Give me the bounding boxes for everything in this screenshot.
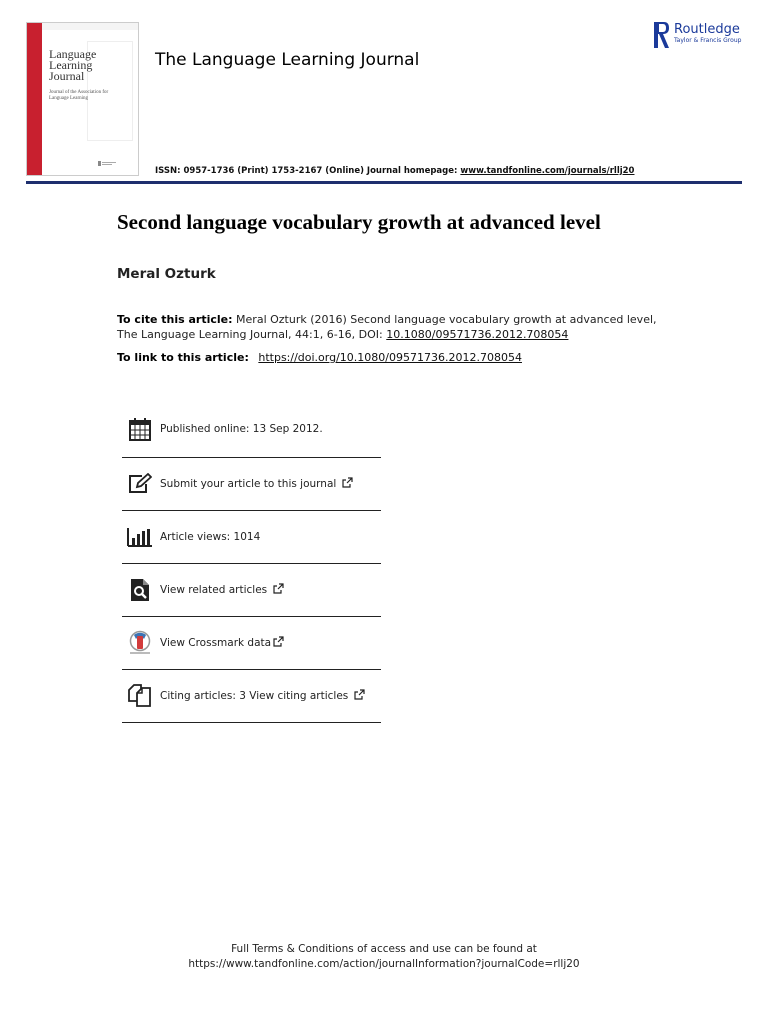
cite-text: Meral Ozturk (2016) Second language vocabulary growth at advanced level, The Language Learning Journal, 44:1, 6-16, DOI: xyxy=(117,313,657,341)
cite-label: To cite this article: xyxy=(117,313,233,326)
article-author: Meral Ozturk xyxy=(117,266,216,282)
cover-top-band xyxy=(42,23,139,30)
info-text[interactable]: View related articles xyxy=(160,584,268,596)
article-doi-link[interactable]: https://doi.org/10.1080/09571736.2012.708054 xyxy=(258,351,522,364)
issn-text: ISSN: 0957-1736 (Print) 1753-2167 (Online) Journal homepage: xyxy=(155,166,461,176)
external-link-icon xyxy=(342,477,353,491)
info-item-citing[interactable] xyxy=(122,670,381,723)
citation-block xyxy=(117,312,677,342)
routledge-mark-icon xyxy=(654,22,670,48)
external-link-icon xyxy=(273,583,284,597)
cover-title-line: Language xyxy=(49,47,97,61)
bar-chart-icon xyxy=(126,524,154,550)
publisher-name: Routledge xyxy=(674,22,740,37)
info-item-published xyxy=(122,400,381,458)
info-item-crossmark[interactable] xyxy=(122,617,381,670)
journal-homepage-link[interactable]: www.tandfonline.com/journals/rllj20 xyxy=(460,166,635,176)
article-info-list xyxy=(122,400,381,723)
terms-footer xyxy=(0,942,768,972)
info-text[interactable]: View Crossmark data xyxy=(160,637,272,649)
info-item-related[interactable] xyxy=(122,564,381,617)
calendar-icon xyxy=(126,416,154,442)
cover-red-band xyxy=(27,23,42,175)
citing-icon xyxy=(126,683,154,709)
edit-icon xyxy=(126,471,154,497)
info-text[interactable]: Citing articles: 3 View citing articles xyxy=(160,690,349,702)
footer-terms-link[interactable]: https://www.tandfonline.com/action/journalInformation?journalCode=rllj20 xyxy=(188,958,580,970)
external-link-icon xyxy=(273,636,284,650)
cover-title xyxy=(49,49,96,82)
article-title: Second language vocabulary growth at advanced level xyxy=(117,210,601,234)
cover-title-line: Journal xyxy=(49,69,85,83)
cover-subtitle: Journal of the Association for Language Learning xyxy=(49,90,109,101)
info-text: Published online: 13 Sep 2012. xyxy=(160,422,323,435)
cover-title-line: Learning xyxy=(49,58,93,72)
issn-line xyxy=(155,166,634,176)
journal-cover-image xyxy=(26,22,139,176)
link-label: To link to this article: xyxy=(117,351,249,364)
info-text: Article views: 1014 xyxy=(160,531,261,543)
publisher-subtitle: Taylor & Francis Group xyxy=(674,37,742,44)
crossmark-icon xyxy=(126,630,154,656)
external-link-icon xyxy=(354,689,365,703)
article-link-block xyxy=(117,351,522,364)
routledge-logo[interactable] xyxy=(654,22,741,48)
info-item-views xyxy=(122,511,381,564)
footer-line: Full Terms & Conditions of access and use can be found at xyxy=(231,943,537,955)
info-item-submit[interactable] xyxy=(122,458,381,511)
cite-doi-link[interactable]: 10.1080/09571736.2012.708054 xyxy=(386,328,569,341)
search-document-icon xyxy=(126,577,154,603)
header-divider xyxy=(26,181,742,184)
info-text[interactable]: Submit your article to this journal xyxy=(160,478,337,490)
journal-title: The Language Learning Journal xyxy=(155,50,420,70)
cover-publisher-logo xyxy=(98,161,116,167)
